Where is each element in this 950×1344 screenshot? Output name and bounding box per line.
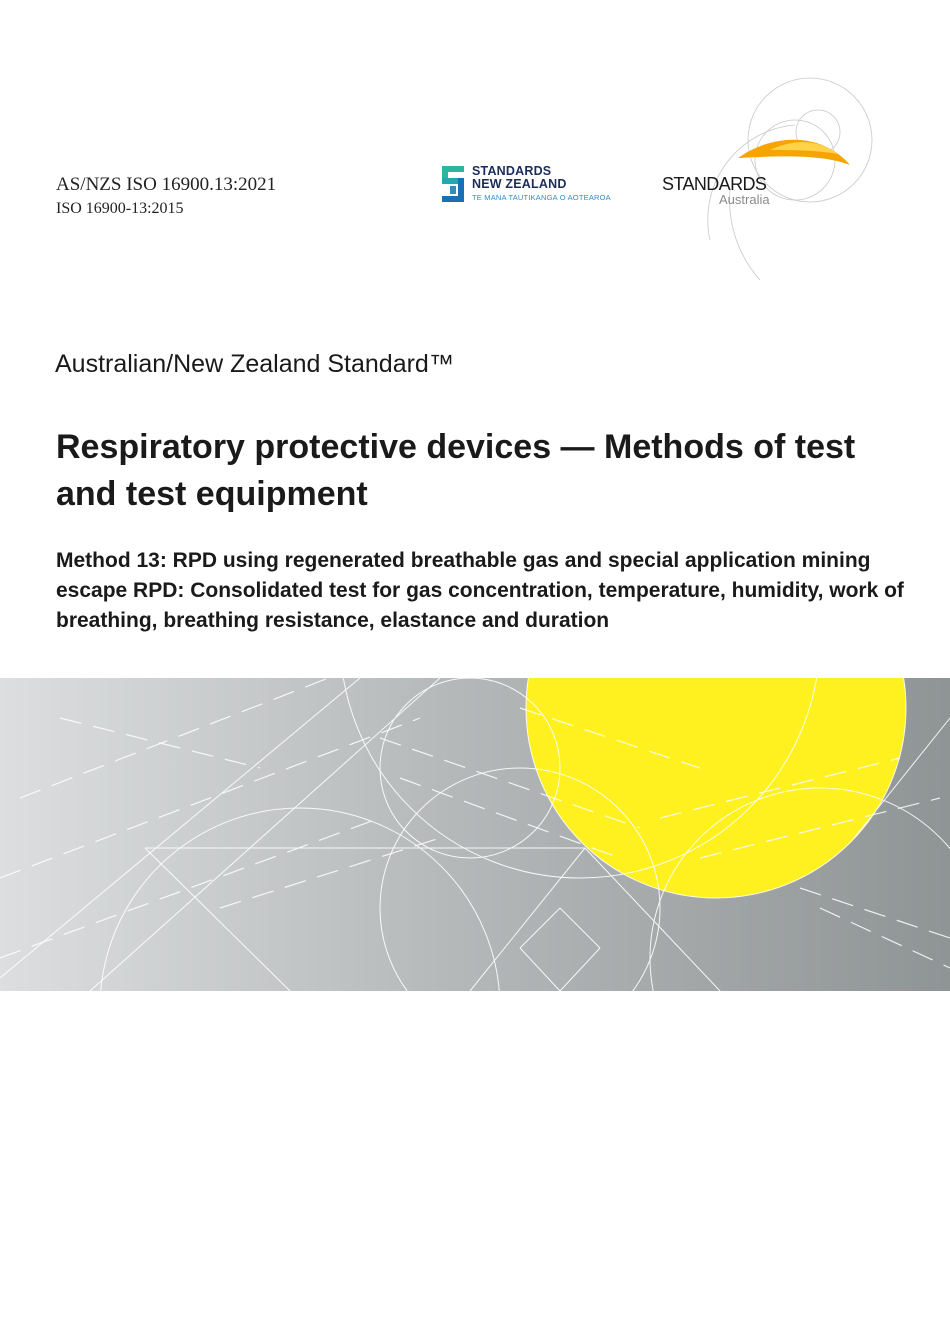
snz-logo-line1: STANDARDS bbox=[472, 164, 552, 178]
standard-designation: AS/NZS ISO 16900.13:2021 bbox=[56, 174, 277, 195]
snz-logo-tagline: TE MANA TAUTIKANGA O AOTEAROA bbox=[472, 193, 611, 202]
standards-nz-mark-icon bbox=[442, 166, 464, 202]
snz-logo-line2: NEW ZEALAND bbox=[472, 177, 567, 191]
iso-designation: ISO 16900-13:2015 bbox=[56, 200, 184, 217]
decorative-geometric-banner bbox=[0, 678, 950, 991]
standards-nz-logo bbox=[442, 164, 612, 206]
document-title: Respiratory protective devices — Methods of test and test equipment bbox=[56, 428, 856, 513]
document-type: Australian/New Zealand Standard™ bbox=[55, 350, 454, 378]
standards-australia-wordmark: STANDARDS bbox=[662, 174, 767, 194]
standards-australia-subtitle: Australia bbox=[719, 192, 770, 207]
document-subtitle: Method 13: RPD using regenerated breathable gas and special application mining escape RPD: Consolidated test for gas concentration, temperature, humidity, work of breathing, breathing resistance, elastance and duration bbox=[56, 549, 904, 632]
